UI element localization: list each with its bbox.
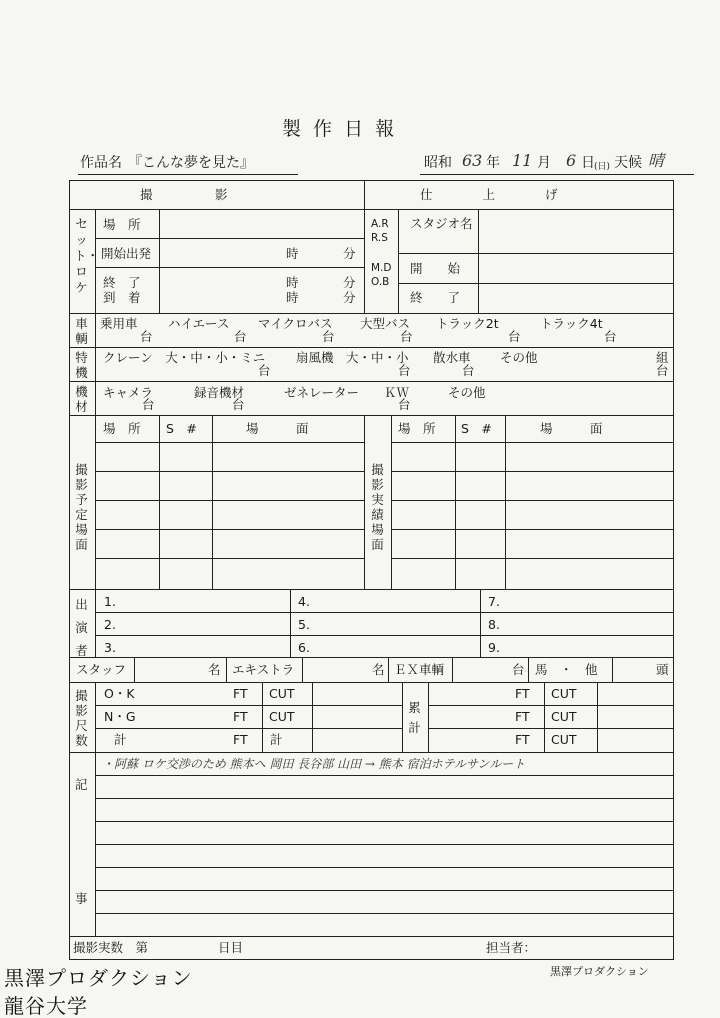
record-note: ・阿蘇 ロケ交渉のため 熊本へ 岡田 長谷部 山田 → 熊本 宿泊ホテルサンルート	[102, 757, 526, 771]
vehicle-unit-3: 台	[322, 329, 335, 344]
ex-car-unit: 台	[512, 662, 525, 677]
vehicle-bus: 大型バス	[360, 316, 411, 331]
cast-2: 2.	[104, 617, 116, 632]
film-side-label: 撮影尺数	[75, 688, 88, 748]
record-side-top: 記	[75, 777, 88, 792]
actual-side-label: 撮影実績場面	[371, 462, 384, 552]
weather-value: 晴	[648, 151, 665, 170]
vehicle-truck2t: トラック2t	[436, 316, 499, 331]
vehicle-truck4t: トラック4t	[540, 316, 603, 331]
special-unit-set: 組	[656, 350, 669, 365]
end-hour-label: 時	[286, 275, 299, 290]
cum-cut-3: CUT	[551, 732, 577, 747]
ob-label: O.B	[371, 276, 390, 288]
shooting-days-unit: 日目	[218, 940, 244, 955]
special-side-label: 特機	[75, 350, 88, 380]
vehicle-unit-6: 台	[604, 329, 617, 344]
date-underline	[420, 174, 694, 175]
film-ok-label: O・K	[104, 686, 135, 701]
cast-side-label: 出演者	[75, 597, 88, 658]
special-fan: 扇風機 大・中・小	[296, 350, 409, 365]
vehicle-unit-4: 台	[400, 329, 413, 344]
vehicle-microbus: マイクロバス	[258, 316, 333, 331]
actual-col-place: 場 所	[398, 421, 436, 436]
company-print: 黒澤プロダクション	[550, 965, 649, 978]
cast-7: 7.	[488, 594, 500, 609]
vehicle-hiace: ハイエース	[168, 316, 230, 331]
studio-label: スタジオ名	[410, 216, 473, 231]
arrive-minute-label: 分	[343, 290, 356, 305]
day-label: 日	[581, 155, 595, 171]
special-unit-4: 台	[656, 363, 669, 378]
extra-label: エキストラ	[232, 662, 295, 677]
horse-label: 馬 ・ 他	[535, 662, 598, 677]
cum-ft-2: FT	[515, 709, 530, 724]
vehicles-side-label: 車輌	[75, 316, 88, 346]
shooting-days-label: 撮影実数 第	[73, 940, 149, 955]
finish-start-label: 開 始	[410, 261, 461, 276]
watermark-university: 龍谷大学	[4, 994, 88, 1018]
cumulative-side-label: 累計	[408, 700, 421, 735]
arrive-label: 到 着	[103, 290, 141, 305]
year-label: 年	[486, 155, 500, 171]
arrive-hour-label: 時	[286, 290, 299, 305]
md-label: M.D	[371, 262, 392, 274]
plan-col-place: 場 所	[103, 421, 141, 436]
record-side-bottom: 事	[75, 891, 88, 906]
cum-ft-1: FT	[515, 686, 530, 701]
cast-4: 4.	[298, 594, 310, 609]
equipment-camera: キャメラ	[103, 385, 154, 400]
work-name-label: 作品名	[80, 155, 122, 171]
special-sprinkler: 散水車	[433, 350, 471, 365]
cast-8: 8.	[488, 617, 500, 632]
departure-label: 開始出発	[101, 246, 152, 261]
departure-hour-label: 時	[286, 246, 299, 261]
vehicle-car: 乗用車	[100, 316, 138, 331]
month-value: 11	[512, 151, 533, 170]
vehicle-unit-5: 台	[508, 329, 521, 344]
special-unit-3: 台	[462, 363, 475, 378]
rs-label: R.S	[371, 232, 388, 244]
equipment-unit-3: 台	[398, 397, 411, 412]
equipment-unit-1: 台	[142, 397, 155, 412]
actual-col-s: S #	[461, 421, 492, 436]
equipment-other: その他	[448, 385, 486, 400]
form-title: 製 作 日 報	[282, 118, 398, 140]
shooting-heading: 撮 影	[140, 187, 228, 202]
work-title: 『こんな夢を見た』	[128, 155, 254, 171]
cast-3: 3.	[104, 640, 116, 655]
special-other: その他	[500, 350, 538, 365]
set-loc-side-label: セット・ロケ	[74, 216, 100, 295]
watermark-company: 黒澤プロダクション	[4, 966, 193, 990]
equipment-side-label: 機材	[75, 384, 88, 414]
film-ok-ft: FT	[233, 686, 248, 701]
weekday-mark: (日)	[594, 162, 611, 172]
place-label: 場 所	[103, 217, 141, 232]
cum-ft-3: FT	[515, 732, 530, 747]
ar-label: A.R	[371, 218, 389, 230]
equipment-sound: 録音機材	[194, 385, 245, 400]
special-crane: クレーン 大・中・小・ミニ	[103, 350, 266, 365]
finishing-heading: 仕 上 げ	[420, 187, 558, 202]
day-value: 6	[566, 151, 577, 170]
era-label: 昭和	[424, 155, 452, 171]
month-label: 月	[537, 155, 551, 171]
film-ok-cut: CUT	[269, 686, 295, 701]
special-unit-1: 台	[258, 363, 271, 378]
plan-col-s: S #	[166, 421, 197, 436]
equipment-generator: ゼネレーター	[284, 385, 360, 400]
film-ng-label: N・G	[104, 709, 136, 724]
special-unit-2: 台	[398, 363, 411, 378]
extra-name-unit: 名	[372, 662, 385, 677]
cast-9: 9.	[488, 640, 500, 655]
year-value: 63	[462, 151, 483, 170]
film-total-label: 計	[114, 732, 127, 747]
cast-6: 6.	[298, 640, 310, 655]
film-total-cut-label: 計	[270, 732, 283, 747]
end-label: 終 了	[103, 275, 141, 290]
film-ng-ft: FT	[233, 709, 248, 724]
cum-cut-1: CUT	[551, 686, 577, 701]
work-name-underline	[78, 174, 298, 175]
cast-5: 5.	[298, 617, 310, 632]
vehicle-unit-2: 台	[234, 329, 247, 344]
end-minute-label: 分	[343, 275, 356, 290]
cast-1: 1.	[104, 594, 116, 609]
cum-cut-2: CUT	[551, 709, 577, 724]
horse-unit: 頭	[656, 662, 669, 677]
equipment-kw: ＫＷ	[384, 385, 410, 400]
staff-label: スタッフ	[76, 662, 127, 677]
plan-side-label: 撮影予定場面	[75, 462, 88, 552]
finish-end-label: 終 了	[410, 290, 461, 305]
vehicle-unit-1: 台	[140, 329, 153, 344]
film-total-ft: FT	[233, 732, 248, 747]
plan-col-scene: 場 面	[246, 421, 309, 436]
departure-minute-label: 分	[343, 246, 356, 261]
person-in-charge-label: 担当者：	[486, 940, 537, 955]
ex-car-label: ＥＸ車輌	[394, 662, 445, 677]
weather-label: 天候	[614, 155, 642, 171]
actual-col-scene: 場 面	[540, 421, 603, 436]
equipment-unit-2: 台	[232, 397, 245, 412]
staff-name-unit: 名	[208, 662, 221, 677]
film-ng-cut: CUT	[269, 709, 295, 724]
